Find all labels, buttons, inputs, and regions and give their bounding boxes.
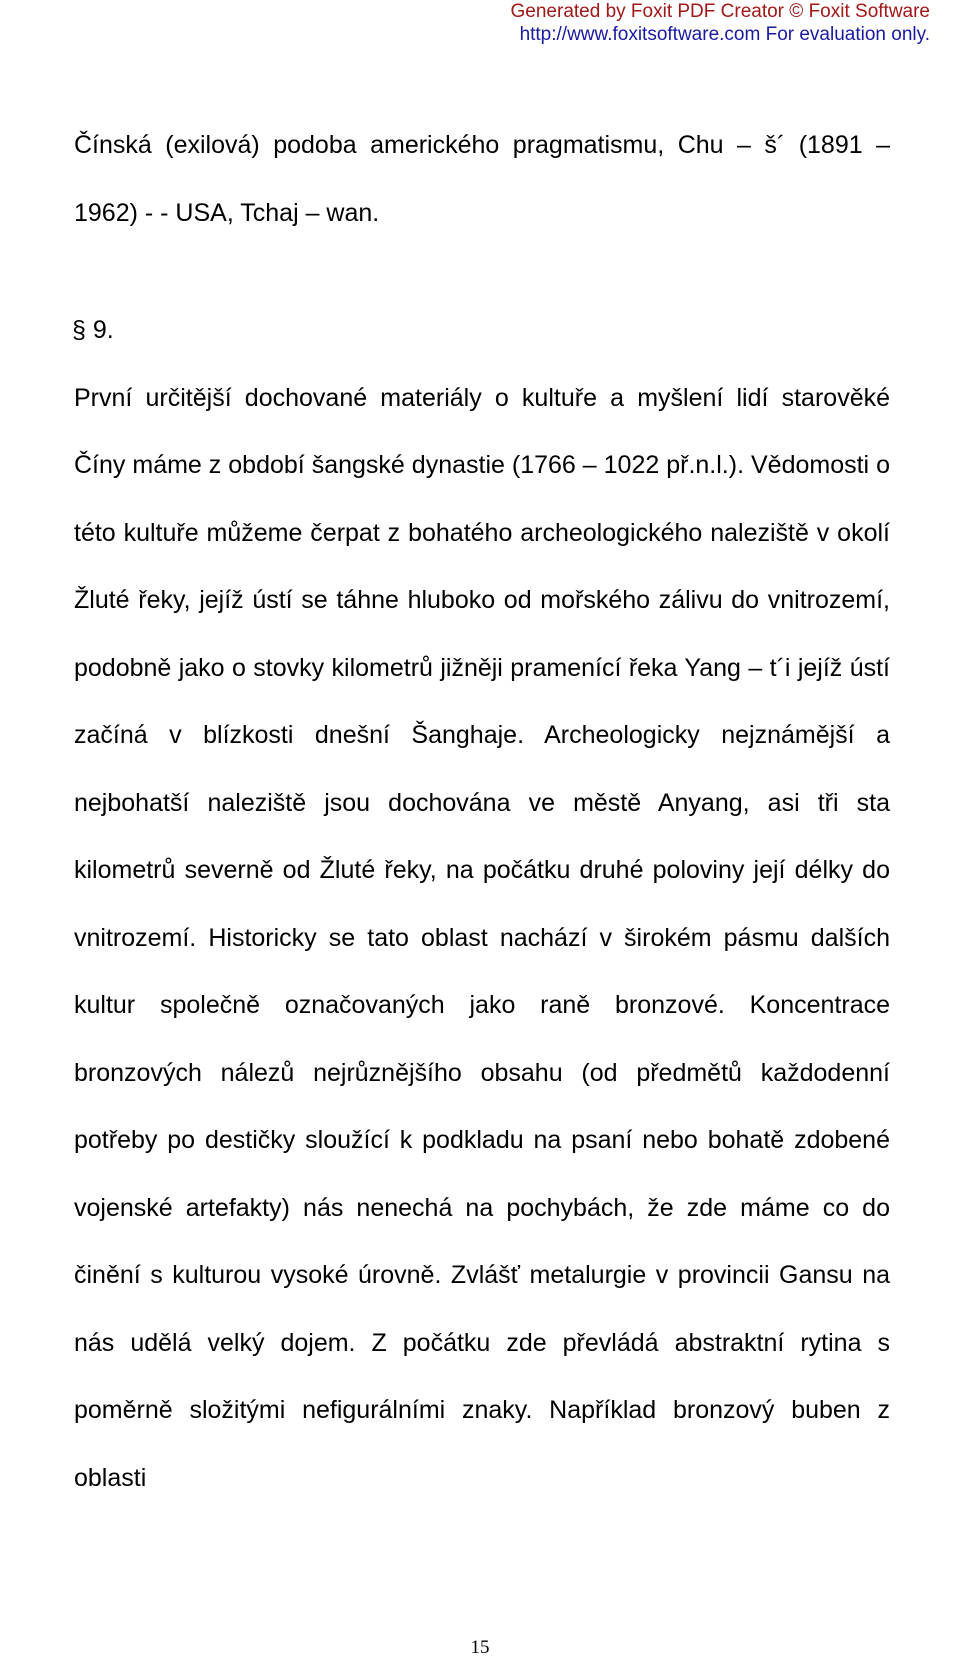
watermark-url-text: http://www.foxitsoftware.com For evaluation only. [519,24,930,45]
watermark-generator-text: Generated by Foxit PDF Creator © Foxit Software [510,1,930,22]
pdf-watermark [511,0,930,46]
intro-paragraph: Čínská (exilová) podoba amerického pragmatismu, Chu – š´ (1891 – 1962) - - USA, Tchaj – wan. [74,131,890,227]
page-number: 15 [470,1637,490,1658]
section-heading: § 9. [72,316,114,344]
body-paragraph: První určitější dochované materiály o kultuře a myšlení lidí starověké Číny máme z období šangské dynastie (1766 – 1022 př.n.l.). Vědomosti o této kultuře můžeme čerpat z bohatého archeologického naleziště v okolí Žluté řeky, jejíž ústí se táhne hluboko od mořského zálivu do vnitrozemí, podobně jako o stovky kilometrů jižněji pramenící řeka Yang – t´i jejíž ústí začíná v blízkosti dnešní Šanghaje. Archeologicky nejznámější a nejbohatší naleziště jsou dochována ve městě Anyang, asi tři sta kilometrů severně od Žluté řeky, na počátku druhé poloviny její délky do vnitrozemí. Historicky se tato oblast nachází v širokém pásmu dalších kultur společně označovaných jako raně bronzové. Koncentrace bronzových nálezů nejrůznějšího obsahu (od předmětů každodenní potřeby po destičky sloužící k podkladu na psaní nebo bohatě zdobené vojenské artefakty) nás nenechá na pochybách, že zde máme co do činění s kulturou vysoké úrovně. Zvlášť metalurgie v provincii Gansu na nás udělá velký dojem. Z počátku zde převládá abstraktní rytina s poměrně složitými nefigurálními znaky. Například bronzový buben z oblasti [74,383,890,1492]
page-content [74,112,890,1512]
